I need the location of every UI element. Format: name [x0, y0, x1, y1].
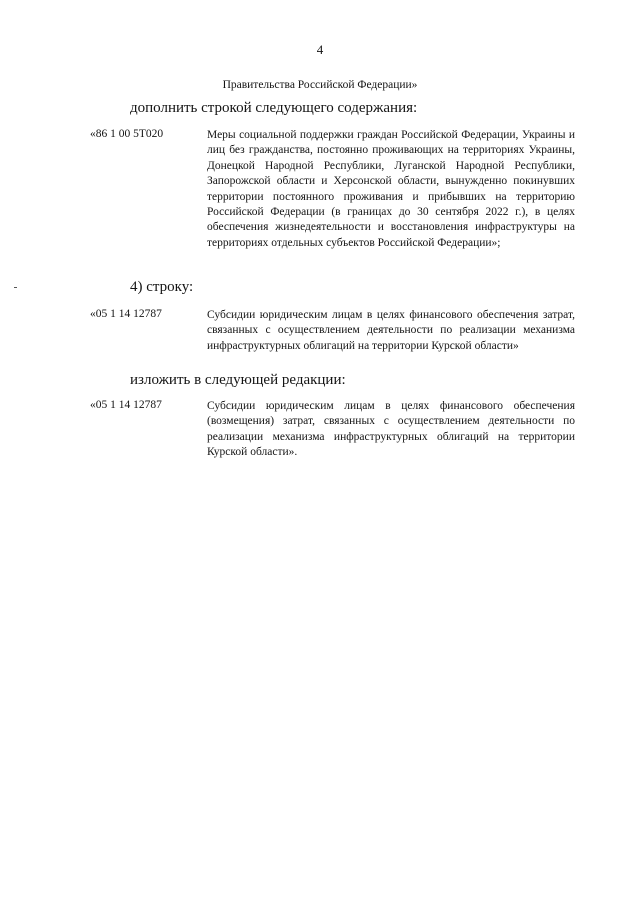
entry-2-code: «05 1 14 12787: [90, 308, 162, 320]
page-number: 4: [316, 42, 324, 57]
entry-1-code: «86 1 00 5Т020: [90, 128, 164, 140]
instruction-add-line: дополнить строкой следующего содержания:: [130, 100, 418, 116]
continuation-line: Правительства Российской Федерации»: [222, 79, 418, 91]
entry-2-text: Субсидии юридическим лицам в целях финансового обеспечения затрат, связанных с осуществлением деятельности по реализации механизма инфраструктурных облигаций на территории Курской области»: [207, 309, 575, 352]
scan-margin-mark: [14, 287, 17, 288]
entry-3-text: Субсидии юридическим лицам в целях финансового обеспечения (возмещения) затрат, связанных с осуществлением деятельности по реализации механизма инфраструктурных облигаций на территории Курской области».: [207, 400, 575, 459]
entry-1-text: Меры социальной поддержки граждан Российской Федерации, Украины и лиц без гражданства, постоянно проживающих на территориях Украины, Донецкой Народной Республики, Луганской Народной Республики, Запорожской области и Херсонской области, вынужденно покинувших территории постоянного проживания и прибывших на территорию Российской Федерации (в границах до 30 сентября 2022 г.), в целях обеспечения жизнедеятельности и восстановления инфраструктуры на территориях отдельных субъектов Российской Федерации»;: [207, 129, 575, 249]
item-4-heading: 4) строку:: [130, 279, 194, 295]
entry-3-code: «05 1 14 12787: [90, 399, 162, 411]
instruction-replace: изложить в следующей редакции:: [130, 372, 346, 388]
